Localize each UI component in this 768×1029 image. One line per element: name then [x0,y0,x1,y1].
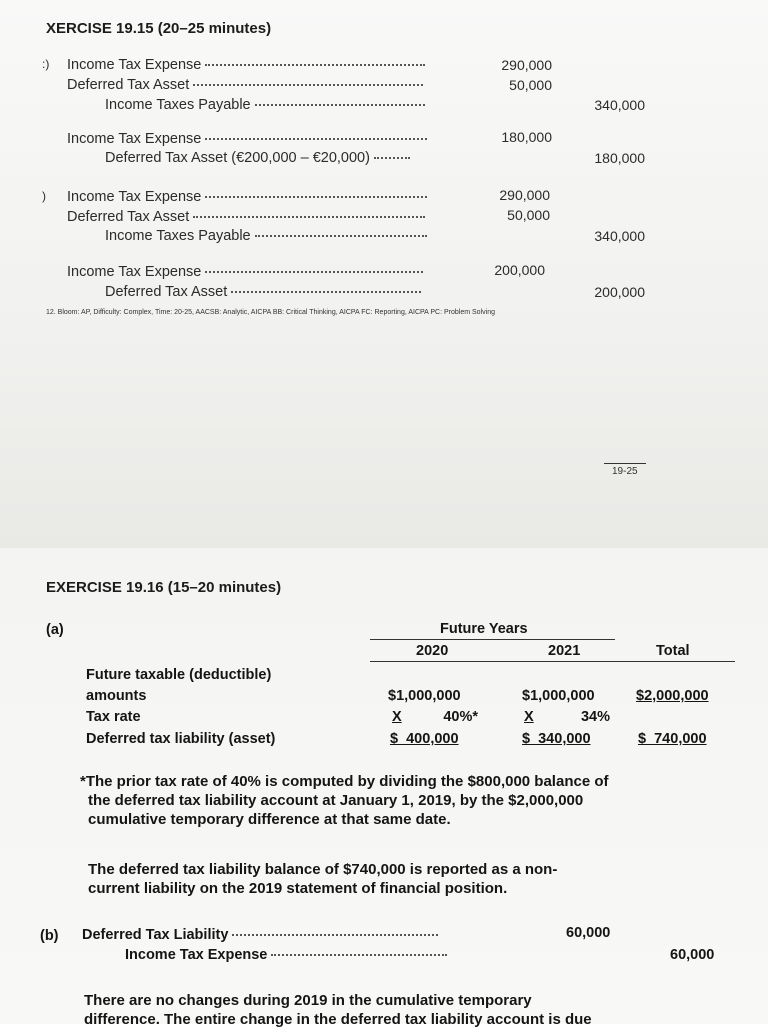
journal-debit-amount: 290,000 [501,57,552,73]
column-2020: 2020 [416,643,449,659]
row-label-deferred-tax: Deferred tax liability (asset) [86,731,276,747]
column-header-rule [370,661,735,662]
journal-debit-amount: 50,000 [509,77,552,93]
explanation-line-2: difference. The entire change in the deferred tax liability account is due [84,1011,592,1028]
journal-credit-amount: 340,000 [594,97,645,113]
journal-debit-label: Deferred Tax Asset [67,209,425,225]
journal-credit-amount: 200,000 [594,284,645,300]
journal-credit-amount: 180,000 [594,150,645,166]
journal-debit-label: Income Tax Expense [67,57,425,73]
journal-debit-label: Income Tax Expense [67,189,427,205]
journal-debit-amount: 200,000 [494,262,545,278]
exercise-footnote: 12. Bloom: AP, Difficulty: Complex, Time: 20-25, AACSB: Analytic, AICPA BB: Critical Thinking, AICPA FC: Reporting, AICPA PC: Problem Solving [46,309,495,316]
part-a-marker: :) [42,57,50,71]
journal-debit-label: Income Tax Expense [67,131,427,147]
journal-credit-label: Income Taxes Payable [105,97,425,113]
journal-credit-label: Income Taxes Payable [105,228,427,244]
journal-debit-amount: 60,000 [566,925,611,941]
balance-note-line-1: The deferred tax liability balance of $740,000 is reported as a non- [88,861,558,878]
deferred-liability-2020: $ 400,000 [390,731,459,747]
part-b-label: (b) [40,928,59,944]
rate-2020: X 40%* [392,709,478,725]
page-number-rule [604,463,646,464]
amount-2021: $1,000,000 [522,688,595,704]
journal-debit-amount: 290,000 [499,187,550,203]
journal-credit-label: Deferred Tax Asset (€200,000 – €20,000) [105,150,410,166]
journal-debit-label: Deferred Tax Asset [67,77,423,93]
page-number: 19-25 [612,466,638,477]
journal-debit-label: Deferred Tax Liability [82,927,438,943]
balance-note-line-2: current liability on the 2019 statement of financial position. [88,880,508,897]
part-a-label: (a) [46,622,64,638]
rate-footnote-line-3: cumulative temporary difference at that same date. [88,811,451,828]
rate-footnote-line-2: the deferred tax liability account at January 1, 2019, by the $2,000,000 [88,792,584,809]
exercise-19-16-title: EXERCISE 19.16 (15–20 minutes) [46,579,282,596]
journal-credit-amount: 60,000 [670,947,715,963]
journal-debit-label: Income Tax Expense [67,264,423,280]
column-total: Total [656,643,690,659]
journal-credit-amount: 340,000 [594,228,645,244]
future-years-rule [370,639,615,640]
amount-total: $2,000,000 [636,688,709,704]
future-years-header: Future Years [440,621,528,637]
row-label-tax-rate: Tax rate [86,709,141,725]
journal-credit-label: Deferred Tax Asset [105,284,421,300]
journal-debit-amount: 50,000 [507,207,550,223]
deferred-liability-total: $ 740,000 [638,731,707,747]
row-label-amounts: amounts [86,688,147,704]
column-2021: 2021 [548,643,581,659]
explanation-line-1: There are no changes during 2019 in the cumulative temporary [84,992,532,1009]
journal-debit-amount: 180,000 [501,129,552,145]
rate-2021: X 34% [524,709,610,725]
row-label-future-taxable: Future taxable (deductible) [86,667,272,683]
amount-2020: $1,000,000 [388,688,461,704]
exercise-19-15-title: XERCISE 19.15 (20–25 minutes) [46,20,272,37]
rate-footnote-line-1: *The prior tax rate of 40% is computed by dividing the $800,000 balance of [80,773,609,790]
journal-credit-label: Income Tax Expense [125,947,447,963]
part-b-marker: ) [42,189,46,203]
deferred-liability-2021: $ 340,000 [522,731,591,747]
